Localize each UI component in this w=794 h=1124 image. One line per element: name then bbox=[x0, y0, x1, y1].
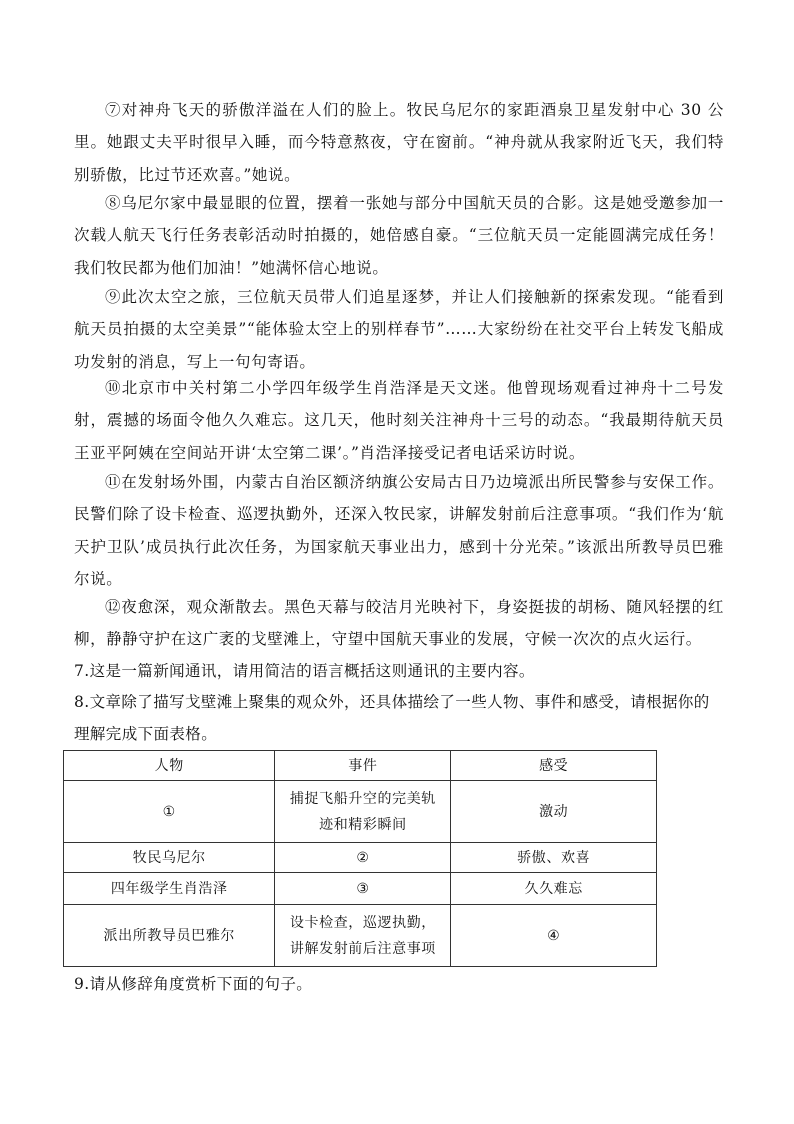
paragraph-11: ⑪在发射场外围，内蒙古自治区额济纳旗公安局古日乃边境派出所民警参与安保工作。民警们除了设卡检查、巡逻执勤外，还深入牧民家，讲解发射前后注意事项。“我们作为‘航天护卫队’成员执行此次任务，为国家航天事业出力，感到十分光荣。”该派出所教导员巴雅尔说。 bbox=[74, 473, 724, 589]
table-cell: ④ bbox=[451, 905, 657, 967]
table-header-row bbox=[64, 751, 657, 781]
table-cell: ① bbox=[64, 781, 275, 843]
table-cell: 捕捉飞船升空的完美轨迹和精彩瞬间 bbox=[275, 781, 451, 843]
paragraph-10: ⑩北京市中关村第二小学四年级学生肖浩泽是天文迷。他曾现场观看过神舟十二号发射，震撼的场面令他久久难忘。这几天，他时刻关注神舟十三号的动态。“我最期待航天员王亚平阿姨在空间站开讲‘太空第二课’。”肖浩泽接受记者电话采访时说。 bbox=[74, 379, 724, 462]
paragraph-7: ⑦对神舟飞天的骄傲洋溢在人们的脸上。牧民乌尼尔的家距酒泉卫星发射中心 30 公里。她跟丈夫平时很早入睡，而今特意熬夜，守在窗前。“神舟就从我家附近飞天，我们特别骄傲，比过节还欢喜。”她说。 bbox=[74, 101, 724, 184]
table-cell: 激动 bbox=[451, 781, 657, 843]
question-7: 7.这是一篇新闻通讯，请用简洁的语言概括这则通讯的主要内容。 bbox=[74, 662, 535, 680]
table-row bbox=[64, 781, 657, 843]
table-cell: ② bbox=[275, 843, 451, 873]
table-row bbox=[64, 843, 657, 873]
paragraph-12: ⑫夜愈深，观众渐散去。黑色天幕与皎洁月光映衬下，身姿挺拔的胡杨、随风轻摆的红柳，静静守护在这广袤的戈壁滩上，守望中国航天事业的发展，守候一次次的点火运行。 bbox=[74, 598, 724, 649]
table-header-cell: 感受 bbox=[451, 751, 657, 781]
question-8: 8.文章除了描写戈壁滩上聚集的观众外，还具体描绘了一些人物、事件和感受，请根据你的理解完成下面表格。 bbox=[74, 693, 710, 743]
table-cell: 牧民乌尼尔 bbox=[64, 843, 275, 873]
table-row bbox=[64, 905, 657, 967]
table-cell: 四年级学生肖浩泽 bbox=[64, 873, 275, 905]
table-header-cell: 事件 bbox=[275, 751, 451, 781]
table-cell: 骄傲、欢喜 bbox=[451, 843, 657, 873]
table-cell: ③ bbox=[275, 873, 451, 905]
paragraph-9: ⑨此次太空之旅，三位航天员带人们追星逐梦，并让人们接触新的探索发现。“能看到航天员拍摄的太空美景”“能体验太空上的别样春节”……大家纷纷在社交平台上转发飞船成功发射的消息，写上一句句寄语。 bbox=[74, 288, 724, 371]
table-cell: 设卡检查，巡逻执勤，讲解发射前后注意事项 bbox=[275, 905, 451, 967]
paragraph-8: ⑧乌尼尔家中最显眼的位置，摆着一张她与部分中国航天员的合影。这是她受邀参加一次载人航天飞行任务表彰活动时拍摄的，她倍感自豪。“三位航天员一定能圆满完成任务！我们牧民都为他们加油！”她满怀信心地说。 bbox=[74, 194, 724, 277]
table-cell: 派出所教导员巴雅尔 bbox=[64, 905, 275, 967]
table-header-cell: 人物 bbox=[64, 751, 275, 781]
table-cell: 久久难忘 bbox=[451, 873, 657, 905]
question-9: 9.请从修辞角度赏析下面的句子。 bbox=[74, 975, 313, 993]
table-row bbox=[64, 873, 657, 905]
answer-table bbox=[63, 750, 657, 967]
